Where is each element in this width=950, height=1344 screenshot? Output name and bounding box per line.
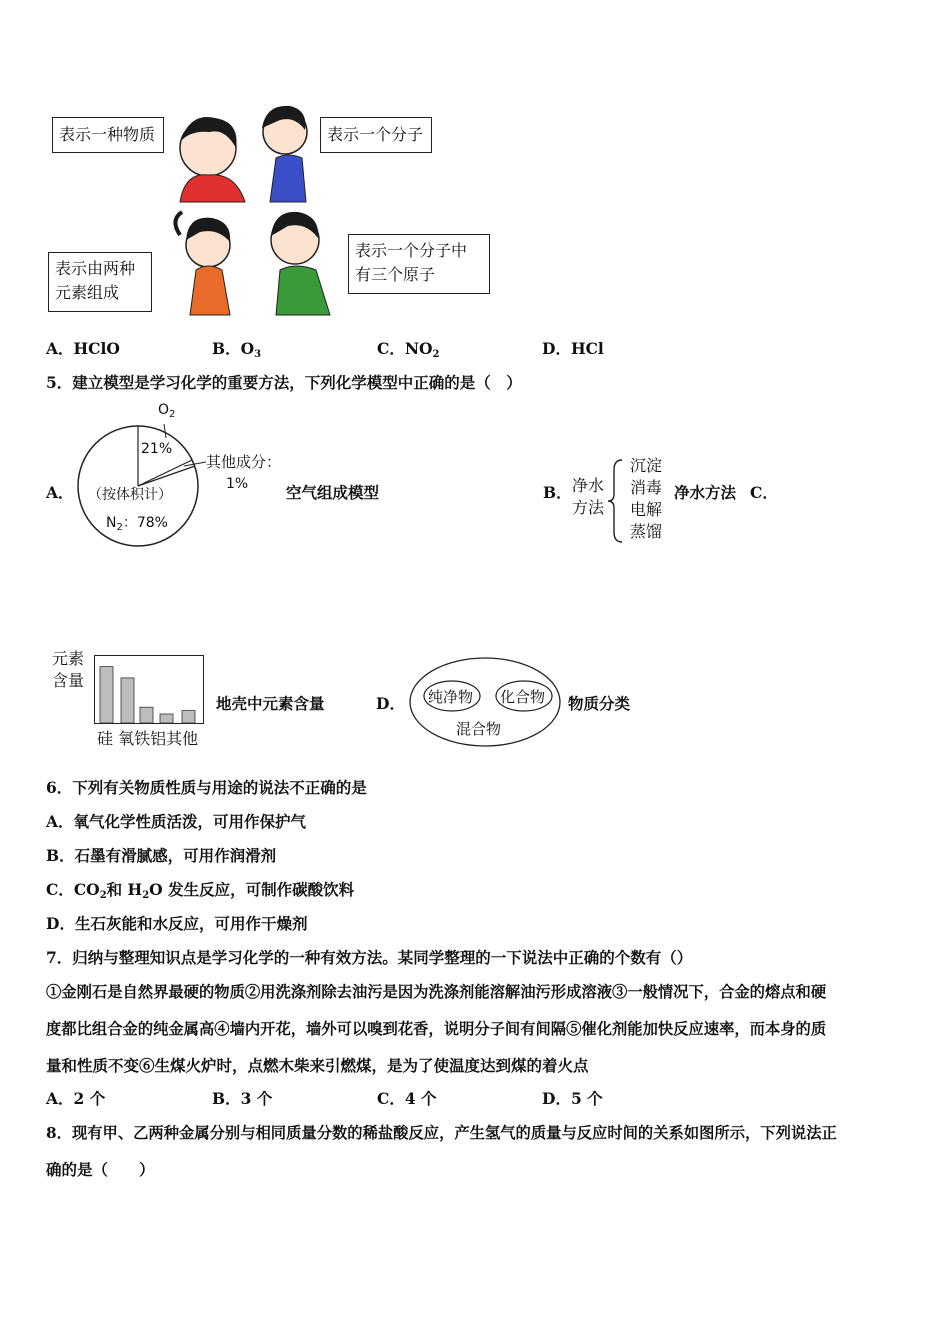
pie-n2-label: $N_2$：78% <box>106 515 168 533</box>
option-subscript: 3 <box>254 349 262 360</box>
method-item: 消毒 <box>630 478 663 497</box>
q5-option-b-letter[interactable]: B． <box>543 483 572 502</box>
pie-o2-label: $O_2$ <box>158 402 176 420</box>
option-letter: C． <box>377 339 405 358</box>
pie-label-other: 其他成分： <box>206 453 282 471</box>
q5-d-caption: 物质分类 <box>568 694 631 713</box>
bubble-line: 元素组成 <box>55 283 120 302</box>
text-part: 和 H <box>106 880 143 899</box>
pie-label-1: 1% <box>226 476 249 492</box>
bar-其他 <box>182 711 195 723</box>
label-line: 方法 <box>572 498 605 517</box>
speech-bubble-substance: 表示一种物质 <box>52 117 164 153</box>
q5-a-caption: 空气组成模型 <box>286 483 380 502</box>
method-item: 蒸馏 <box>630 522 663 541</box>
q7-option-b[interactable]: B．3 个 <box>212 1089 273 1108</box>
q5-option-a-letter[interactable]: A． <box>46 483 74 502</box>
q7-option-c[interactable]: C．4 个 <box>377 1089 437 1108</box>
person-4 <box>271 212 330 315</box>
speech-bubble-three-atoms <box>348 234 490 294</box>
ylabel-line: 含量 <box>52 671 85 690</box>
class-compound-label: 化合物 <box>500 688 546 706</box>
bar-chart-xlabels: 硅 氧铁铝其他 <box>97 729 199 748</box>
option-letter: A． <box>46 339 74 358</box>
method-item: 沉淀 <box>630 456 663 475</box>
q4-option-a[interactable] <box>46 337 120 359</box>
bubble-line: 表示一个分子中 <box>355 241 468 260</box>
bar-chart-ylabel <box>52 648 84 692</box>
purification-left-label <box>572 475 604 519</box>
option-letter: B． <box>212 339 241 358</box>
crust-element-chart <box>94 655 204 725</box>
person-2 <box>262 106 307 202</box>
q6-stem: 6．下列有关物质性质与用途的说法不正确的是 <box>46 778 367 797</box>
person-3 <box>175 212 230 315</box>
q5-stem: 5．建立模型是学习化学的重要方法，下列化学模型中正确的是（ ） <box>46 373 522 392</box>
speech-bubble-two-elements <box>48 252 152 312</box>
q4-option-c[interactable] <box>377 337 439 360</box>
q5-option-d-letter[interactable]: D． <box>376 694 405 713</box>
text-part: C．CO <box>46 880 100 899</box>
brace-icon <box>606 458 628 548</box>
purification-methods <box>630 455 662 543</box>
bar-硅 <box>100 667 113 723</box>
q8-stem-line-2: 确的是（ ） <box>46 1160 155 1179</box>
bar-氧 <box>121 678 134 723</box>
q7-statement-line-2: 度都比组合金的纯金属高④墙内开花，墙外可以嗅到花香，说明分子间有间隔⑤催化剂能加快反应速率，而本身的质 <box>46 1020 827 1038</box>
q5-c-caption: 地壳中元素含量 <box>216 694 325 713</box>
speech-bubble-molecule: 表示一个分子 <box>320 117 432 153</box>
class-pure-label: 纯净物 <box>428 688 474 706</box>
bar-chart-svg <box>94 655 204 725</box>
q7-option-d[interactable]: D．5 个 <box>542 1089 603 1108</box>
ylabel-line: 元素 <box>52 649 85 668</box>
bar-铁 <box>140 707 153 723</box>
q7-statement-line-3: 量和性质不变⑥生煤火炉时，点燃木柴来引燃煤，是为了使温度达到煤的着火点 <box>46 1056 589 1075</box>
subscript: 2 <box>99 890 107 901</box>
q7-option-a[interactable]: A．2 个 <box>46 1089 106 1108</box>
option-text: HCl <box>570 339 604 358</box>
bar-铝 <box>160 714 173 723</box>
pie-by-volume: （按体积计） <box>88 487 172 503</box>
option-text: NO <box>404 339 433 358</box>
q6-option-b[interactable]: B．石墨有滑腻感，可用作润滑剂 <box>46 846 277 865</box>
text-part: O 发生反应，可制作碳酸饮料 <box>149 880 355 899</box>
pie-label-21: 21% <box>141 441 173 457</box>
q4-option-b[interactable] <box>212 337 261 360</box>
q7-stem: 7．归纳与整理知识点是学习化学的一种有效方法。某同学整理的一下说法中正确的个数有（） <box>46 948 693 967</box>
option-letter: D． <box>542 339 571 358</box>
bubble-line: 有三个原子 <box>355 265 436 284</box>
label-line: 净水 <box>572 476 605 495</box>
q4-option-d[interactable] <box>542 337 604 359</box>
q6-option-a[interactable]: A．氧气化学性质活泼，可用作保护气 <box>46 812 307 831</box>
q6-option-c[interactable] <box>46 878 354 901</box>
q6-option-d[interactable]: D．生石灰能和水反应，可用作干燥剂 <box>46 914 308 933</box>
q5-option-c-letter[interactable]: C． <box>750 483 778 502</box>
option-text: O <box>240 339 255 358</box>
method-item: 电解 <box>630 500 663 519</box>
person-1 <box>180 117 245 202</box>
bubble-line: 表示由两种 <box>55 259 136 278</box>
option-subscript: 2 <box>432 349 440 360</box>
option-text: HClO <box>73 339 120 358</box>
q5-b-caption: 净水方法 <box>674 483 737 502</box>
class-mixture-label: 混合物 <box>456 720 502 738</box>
q7-statement-line-1: ①金刚石是自然界最硬的物质②用洗涤剂除去油污是因为洗涤剂能溶解油污形成溶液③一般情况下，合金的熔点和硬 <box>46 983 827 1001</box>
subscript: 2 <box>142 890 150 901</box>
q8-stem-line-1: 8．现有甲、乙两种金属分别与相同质量分数的稀盐酸反应，产生氢气的质量与反应时间的关系如图所示，下列说法正 <box>46 1124 837 1142</box>
